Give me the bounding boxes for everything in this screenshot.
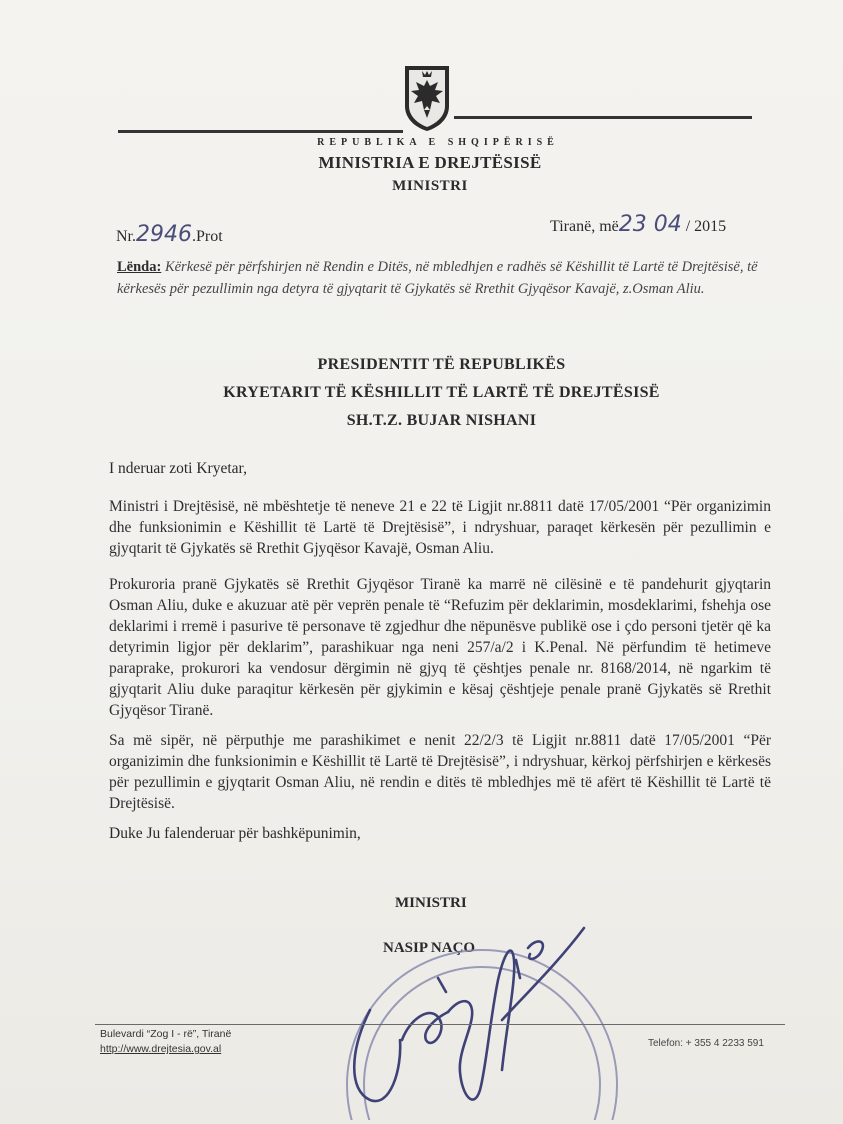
header-rule-right bbox=[454, 116, 752, 119]
footer-website-link[interactable]: http://www.drejtesia.gov.al bbox=[100, 1043, 222, 1055]
footer-divider bbox=[95, 1024, 785, 1025]
addressee-line-2: KRYETARIT TË KËSHILLIT TË LARTË TË DREJTËSISË bbox=[223, 384, 660, 401]
protocol-suffix: .Prot bbox=[192, 228, 223, 245]
subject-line bbox=[117, 256, 767, 300]
office-name: MINISTRI bbox=[392, 178, 468, 194]
addressee-line-3: SH.T.Z. BUJAR NISHANI bbox=[346, 412, 537, 429]
header-rule-left bbox=[118, 130, 403, 133]
salutation: I nderuar zoti Kryetar, bbox=[109, 460, 247, 477]
body-paragraph: Prokuroria pranë Gjykatës së Rrethit Gjyqësor Tiranë ka marrë në cilësinë e të pandehurit gjyqtarin Osman Aliu, duke e akuzuar atë për veprën penale të “Refuzim për deklarimin, mosdeklarimi, fshehja ose deklarimi i rremë i pasurive të personave të zgjedhur dhe nëpunësve publikë ose i çdo personi tjetër që ka detyrimin ligjor për deklarim”, parashikuar nga neni 257/a/2 i K.Penal. Në përfundim të hetimeve paraprake, prokurori ka vendosur dërgimin në gjyq të çështjes penale nr. 8168/2014, në ngarkim të gjyqtarit Aliu duke paraqitur kërkesën për gjykimin e kësaj çështjeje penale pranë Gjykatës së Rrethit Gjyqësor Tiranë. bbox=[109, 576, 771, 719]
addressee-line-1: PRESIDENTIT TË REPUBLIKËS bbox=[317, 356, 566, 373]
subject-text: Kërkesë për përfshirjen në Rendin e Ditës, në mbledhjen e radhës së Këshillit të Lartë të Drejtësisë, të kërkesës për pezullimin nga detyra të gjyqtarit të Gjykatës së Rrethit Gjyqësor Kavajë, z.Osman Aliu. bbox=[117, 259, 758, 297]
republic-name: REPUBLIKA E SHQIPËRISË bbox=[317, 137, 559, 148]
national-emblem-icon bbox=[402, 62, 452, 132]
subject-label: Lënda: bbox=[117, 259, 162, 275]
signatory-name: NASIP NAÇO bbox=[383, 940, 476, 956]
ministry-name: MINISTRIA E DREJTËSISË bbox=[318, 153, 542, 172]
date-handwritten: 23 04 bbox=[618, 212, 682, 237]
protocol-number: 2946 bbox=[136, 222, 192, 247]
footer-address: Bulevardi “Zog I - rë”, Tiranë bbox=[100, 1028, 232, 1040]
date-prefix: Tiranë, më bbox=[550, 218, 619, 235]
official-stamp-icon bbox=[332, 920, 632, 1120]
handwritten-signature-icon bbox=[340, 900, 600, 1124]
letter-date bbox=[550, 212, 726, 237]
signatory-title: MINISTRI bbox=[395, 895, 467, 911]
closing-line: Duke Ju falenderuar për bashkëpunimin, bbox=[109, 825, 361, 842]
protocol-reference bbox=[116, 222, 223, 247]
date-year: / 2015 bbox=[685, 218, 727, 235]
protocol-prefix: Nr. bbox=[116, 228, 136, 245]
footer-phone: Telefon: + 355 4 2233 591 bbox=[648, 1038, 764, 1049]
body-paragraph: Ministri i Drejtësisë, në mbështetje të neneve 21 e 22 të Ligjit nr.8811 datë 17/05/2001 “Për organizimin dhe funksionimin e Këshillit të Lartë të Drejtësisë”, i ndryshuar, paraqet kërkesën për pezullimin e gjyqtarit të Gjykatës së Rrethit Gjyqësor Kavajë, Osman Aliu. bbox=[109, 498, 771, 557]
body-paragraph: Sa më sipër, në përputhje me parashikimet e nenit 22/2/3 të Ligjit nr.8811 datë 17/05/2001 “Për organizimin dhe funksionimin e Këshillit të Lartë të Drejtësisë”, i ndryshuar, kërkoj përfshirjen e kërkesës për pezullimin e gjyqtarit Osman Aliu, në rendin e ditës të mbledhjes më të afërt të Këshillit të Lartë të Drejtësisë. bbox=[109, 732, 771, 812]
